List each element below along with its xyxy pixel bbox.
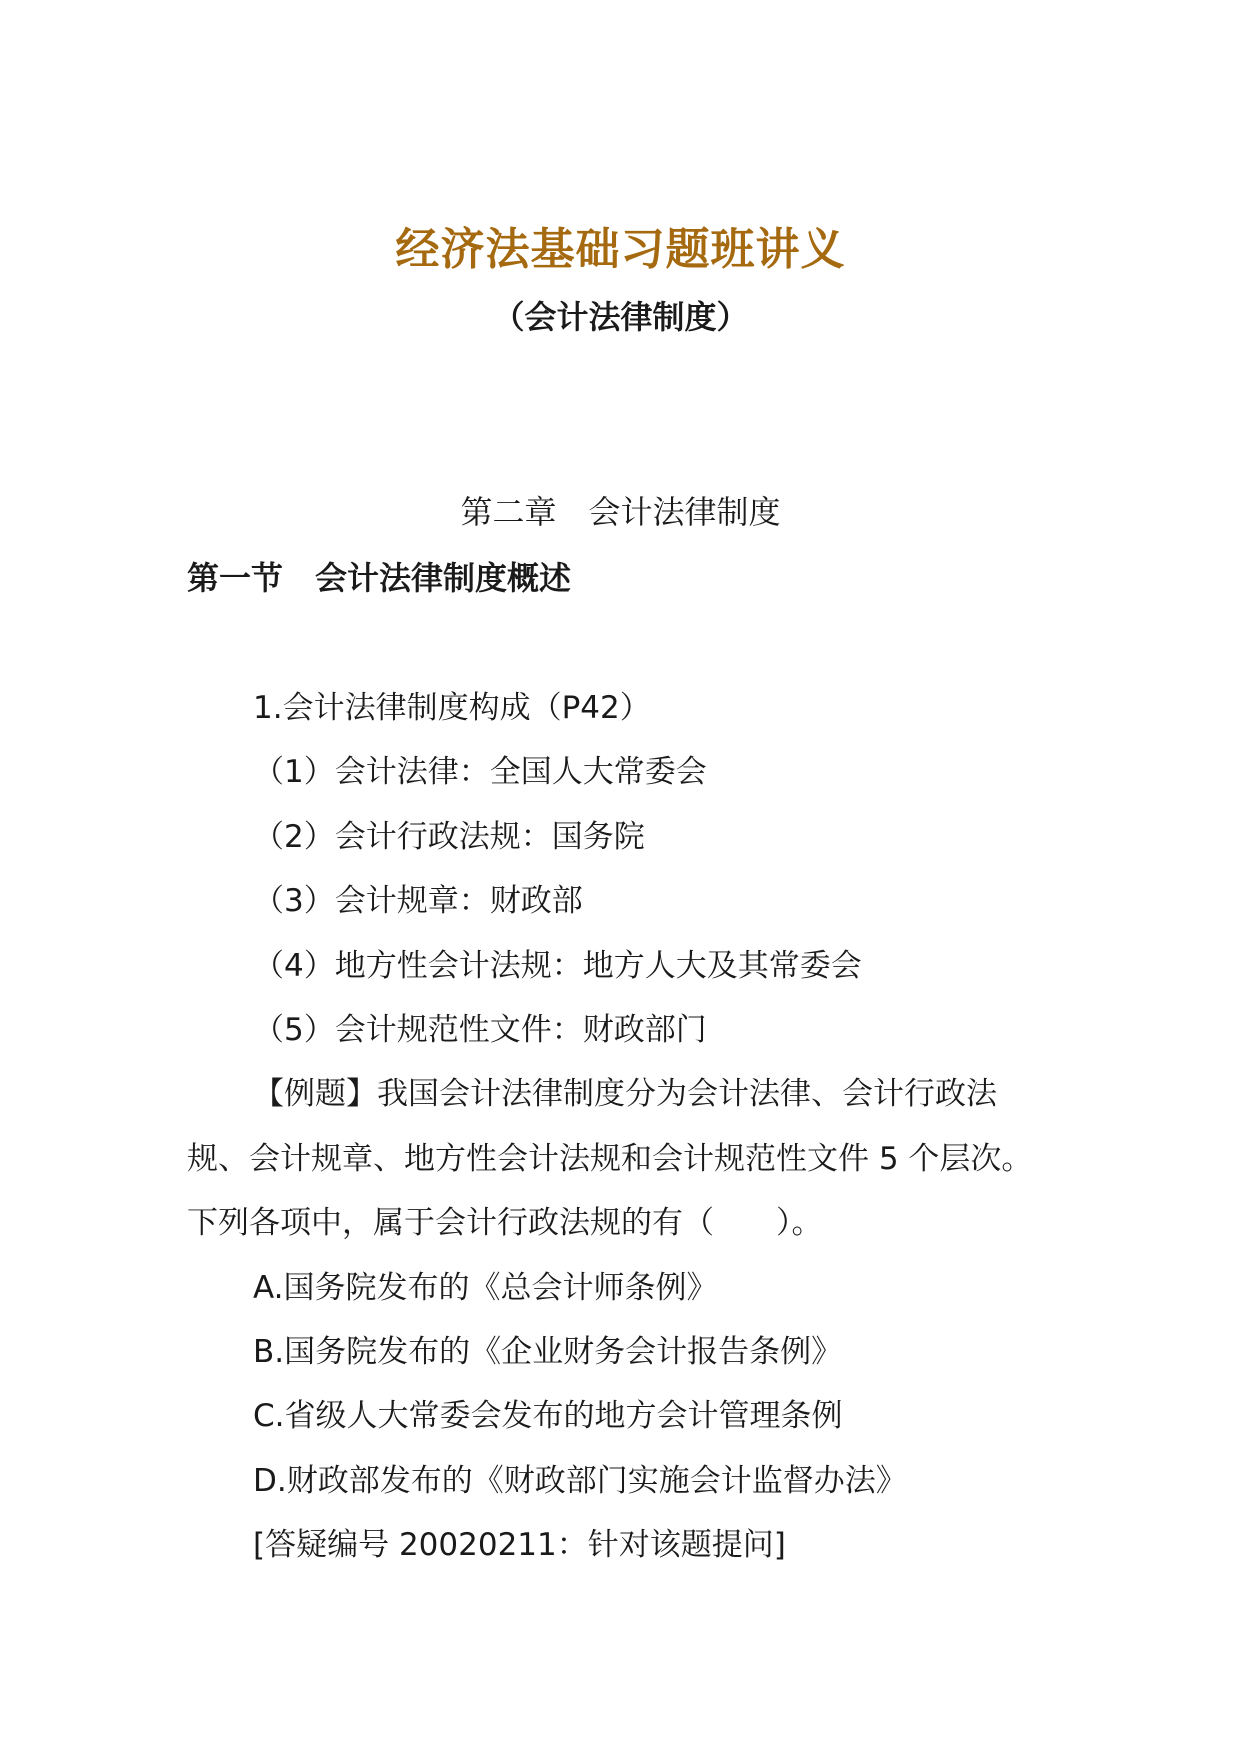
option-b: B.国务院发布的《企业财务会计报告条例》 [253, 1334, 843, 1370]
list-item: （3）会计规章：财政部 [253, 883, 583, 919]
list-item: （4）地方性会计法规：地方人大及其常委会 [253, 948, 862, 984]
option-a: A.国务院发布的《总会计师条例》 [253, 1270, 718, 1306]
list-item: （1）会计法律：全国人大常委会 [253, 754, 707, 790]
example-line: 规、会计规章、地方性会计法规和会计规范性文件 5 个层次。 [187, 1141, 1033, 1177]
example-line: 下列各项中，属于会计行政法规的有（ ）。 [187, 1205, 823, 1241]
document-title: 经济法基础习题班讲义 [395, 224, 846, 275]
chapter-heading: 第二章 会计法律制度 [460, 493, 781, 531]
option-d: D.财政部发布的《财政部门实施会计监督办法》 [253, 1463, 907, 1499]
example-line: 【例题】我国会计法律制度分为会计法律、会计行政法 [253, 1076, 997, 1112]
qa-reference: [答疑编号 20020211：针对该题提问] [253, 1527, 786, 1563]
option-c: C.省级人大常委会发布的地方会计管理条例 [253, 1398, 843, 1434]
document-subtitle: （会计法律制度） [492, 298, 749, 336]
section-heading: 第一节 会计法律制度概述 [187, 559, 572, 597]
list-item: （2）会计行政法规：国务院 [253, 819, 645, 855]
paragraph-line: 1.会计法律制度构成（P42） [253, 690, 651, 726]
list-item: （5）会计规范性文件：财政部门 [253, 1012, 707, 1048]
